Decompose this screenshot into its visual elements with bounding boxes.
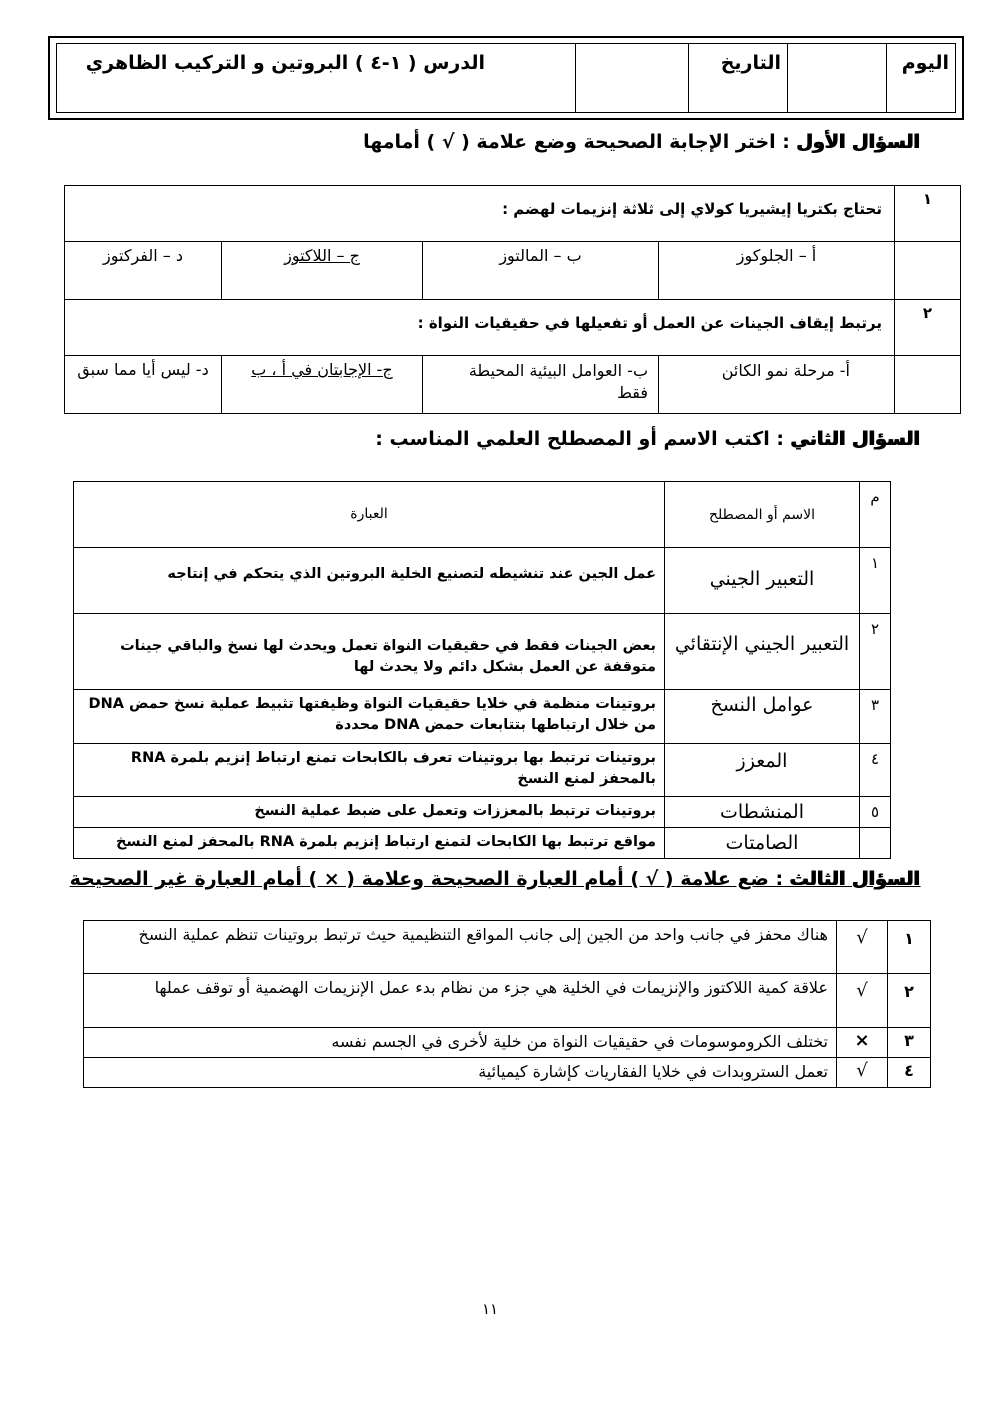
- row-term[interactable]: عوامل النسخ: [665, 690, 860, 744]
- option-c-text: ج – اللاكتوز: [284, 246, 360, 265]
- question2-table: [73, 481, 891, 859]
- question1-item-stem: تحتاج بكتريا إيشيريا كولاي إلى ثلاثة إنزيمات لهضم :: [65, 186, 895, 242]
- row-statement: تعمل الستروبدات في خلايا الفقاريات كإشارة كيميائية: [84, 1058, 837, 1088]
- row-statement: هناك محفز في جانب واحد من الجين إلى جانب المواقع التنظيمية حيث ترتبط بروتينات تنظم عملية النسخ: [84, 921, 837, 974]
- row-number: ١: [888, 921, 931, 974]
- day-value-cell: [788, 44, 887, 113]
- row-number: ٣: [860, 690, 891, 744]
- date-label: التاريخ: [689, 44, 788, 113]
- table-row: [74, 548, 891, 614]
- option-c[interactable]: [222, 242, 423, 300]
- table-row: [84, 1058, 931, 1088]
- check-mark[interactable]: √: [837, 1058, 888, 1088]
- question1-title: [363, 131, 920, 153]
- table-row: [84, 921, 931, 974]
- page-number: ١١: [481, 1300, 499, 1318]
- question1-table: [64, 185, 961, 414]
- row-number: ١: [860, 548, 891, 614]
- table-row: [74, 797, 891, 828]
- row-term[interactable]: التعبير الجيني الإنتقائي: [665, 614, 860, 690]
- row-statement: بعض الجينات فقط في حقيقيات النواة تعمل ويحدث لها نسخ والباقي جينات متوقفة عن العمل بشكل دائم ولا يحدث لها: [74, 614, 665, 690]
- question2-label: السؤال الثاني: [790, 428, 920, 450]
- row-statement: تختلف الكروموسومات في حقيقيات النواة من خلية لأخرى في الجسم نفسه: [84, 1028, 837, 1058]
- question3-title: [70, 868, 920, 890]
- table-row: [74, 614, 891, 690]
- table-row: [74, 690, 891, 744]
- option-d[interactable]: د – الفركتوز: [65, 242, 222, 300]
- row-statement: بروتينات منظمة في خلايا حقيقيات النواة وظيفتها تثبيط عملية نسخ حمض DNA من خلال ارتباطها بتتابعات حمض DNA محددة: [74, 690, 665, 744]
- option-d[interactable]: د- ليس أيا مما سبق: [65, 356, 222, 414]
- question2-title: [375, 428, 920, 450]
- row-statement: بروتينات ترتبط بها بروتينات تعرف بالكابحات تمنع ارتباط إنزيم بلمرة RNA بالمحفز لمنع النسخ: [74, 744, 665, 797]
- question3-instruction: : ضع علامة ( √ ) أمام العبارة الصحيحة وعلامة ( × ) أمام العبارة غير الصحيحة: [69, 868, 784, 890]
- question1-instruction: : اختر الإجابة الصحيحة وضع علامة ( √ ) أمامها: [363, 131, 790, 153]
- question1-answer-cell: [895, 242, 961, 300]
- row-number: [860, 828, 891, 859]
- header-term: الاسم أو المصطلح: [665, 482, 860, 548]
- row-term[interactable]: المنشطات: [665, 797, 860, 828]
- table-row: [84, 1028, 931, 1058]
- row-number: ٥: [860, 797, 891, 828]
- row-statement: عمل الجين عند تنشيطه لتصنيع الخلية البروتين الذي يتحكم في إنتاجه: [74, 548, 665, 614]
- row-number: ٤: [860, 744, 891, 797]
- question3-table: [83, 920, 931, 1088]
- row-number: ٢: [888, 974, 931, 1028]
- option-c[interactable]: [222, 356, 423, 414]
- row-statement: مواقع ترتبط بها الكابحات لتمنع ارتباط إنزيم بلمرة RNA بالمحفز لمنع النسخ: [74, 828, 665, 859]
- row-number: ٣: [888, 1028, 931, 1058]
- row-number: ٢: [860, 614, 891, 690]
- question1-item-number: ٢: [895, 300, 961, 356]
- question2-instruction: : اكتب الاسم أو المصطلح العلمي المناسب :: [375, 428, 784, 450]
- row-statement: بروتينات ترتبط بالمعززات وتعمل على ضبط عملية النسخ: [74, 797, 665, 828]
- row-term[interactable]: التعبير الجيني: [665, 548, 860, 614]
- option-a[interactable]: أ – الجلوكوز: [659, 242, 895, 300]
- header-box: [48, 36, 964, 120]
- option-a[interactable]: أ- مرحلة نمو الكائن: [659, 356, 895, 414]
- header-table: [56, 43, 956, 113]
- table-row: [74, 828, 891, 859]
- row-number: ٤: [888, 1058, 931, 1088]
- question3-label: السؤال الثالث: [789, 868, 920, 890]
- question1-item-number: ١: [895, 186, 961, 242]
- question1-label: السؤال الأول: [796, 131, 920, 153]
- question1-item-stem: يرتبط إيقاف الجينات عن العمل أو تفعيلها في حقيقيات النواة :: [65, 300, 895, 356]
- row-term[interactable]: المعزز: [665, 744, 860, 797]
- cross-mark[interactable]: ×: [837, 1028, 888, 1058]
- row-statement: علاقة كمية اللاكتوز والإنزيمات في الخلية هي جزء من نظام بدء عمل الإنزيمات الهضمية أو توقف عملها: [84, 974, 837, 1028]
- option-b[interactable]: ب- العوامل البيئية المحيطة فقط: [423, 356, 659, 414]
- option-c-text: ج- الإجابتان في أ ، ب: [251, 360, 393, 379]
- table-row: [84, 974, 931, 1028]
- check-mark[interactable]: √: [837, 974, 888, 1028]
- header-statement: العبارة: [74, 482, 665, 548]
- row-term[interactable]: الصامتات: [665, 828, 860, 859]
- date-value-cell: [576, 44, 689, 113]
- day-label: اليوم: [887, 44, 956, 113]
- question1-answer-cell: [895, 356, 961, 414]
- lesson-title: الدرس ( ١-٤ ) البروتين و التركيب الظاهري: [57, 44, 576, 113]
- option-b[interactable]: ب – المالتوز: [423, 242, 659, 300]
- check-mark[interactable]: √: [837, 921, 888, 974]
- header-number: م: [860, 482, 891, 548]
- table-row: [74, 744, 891, 797]
